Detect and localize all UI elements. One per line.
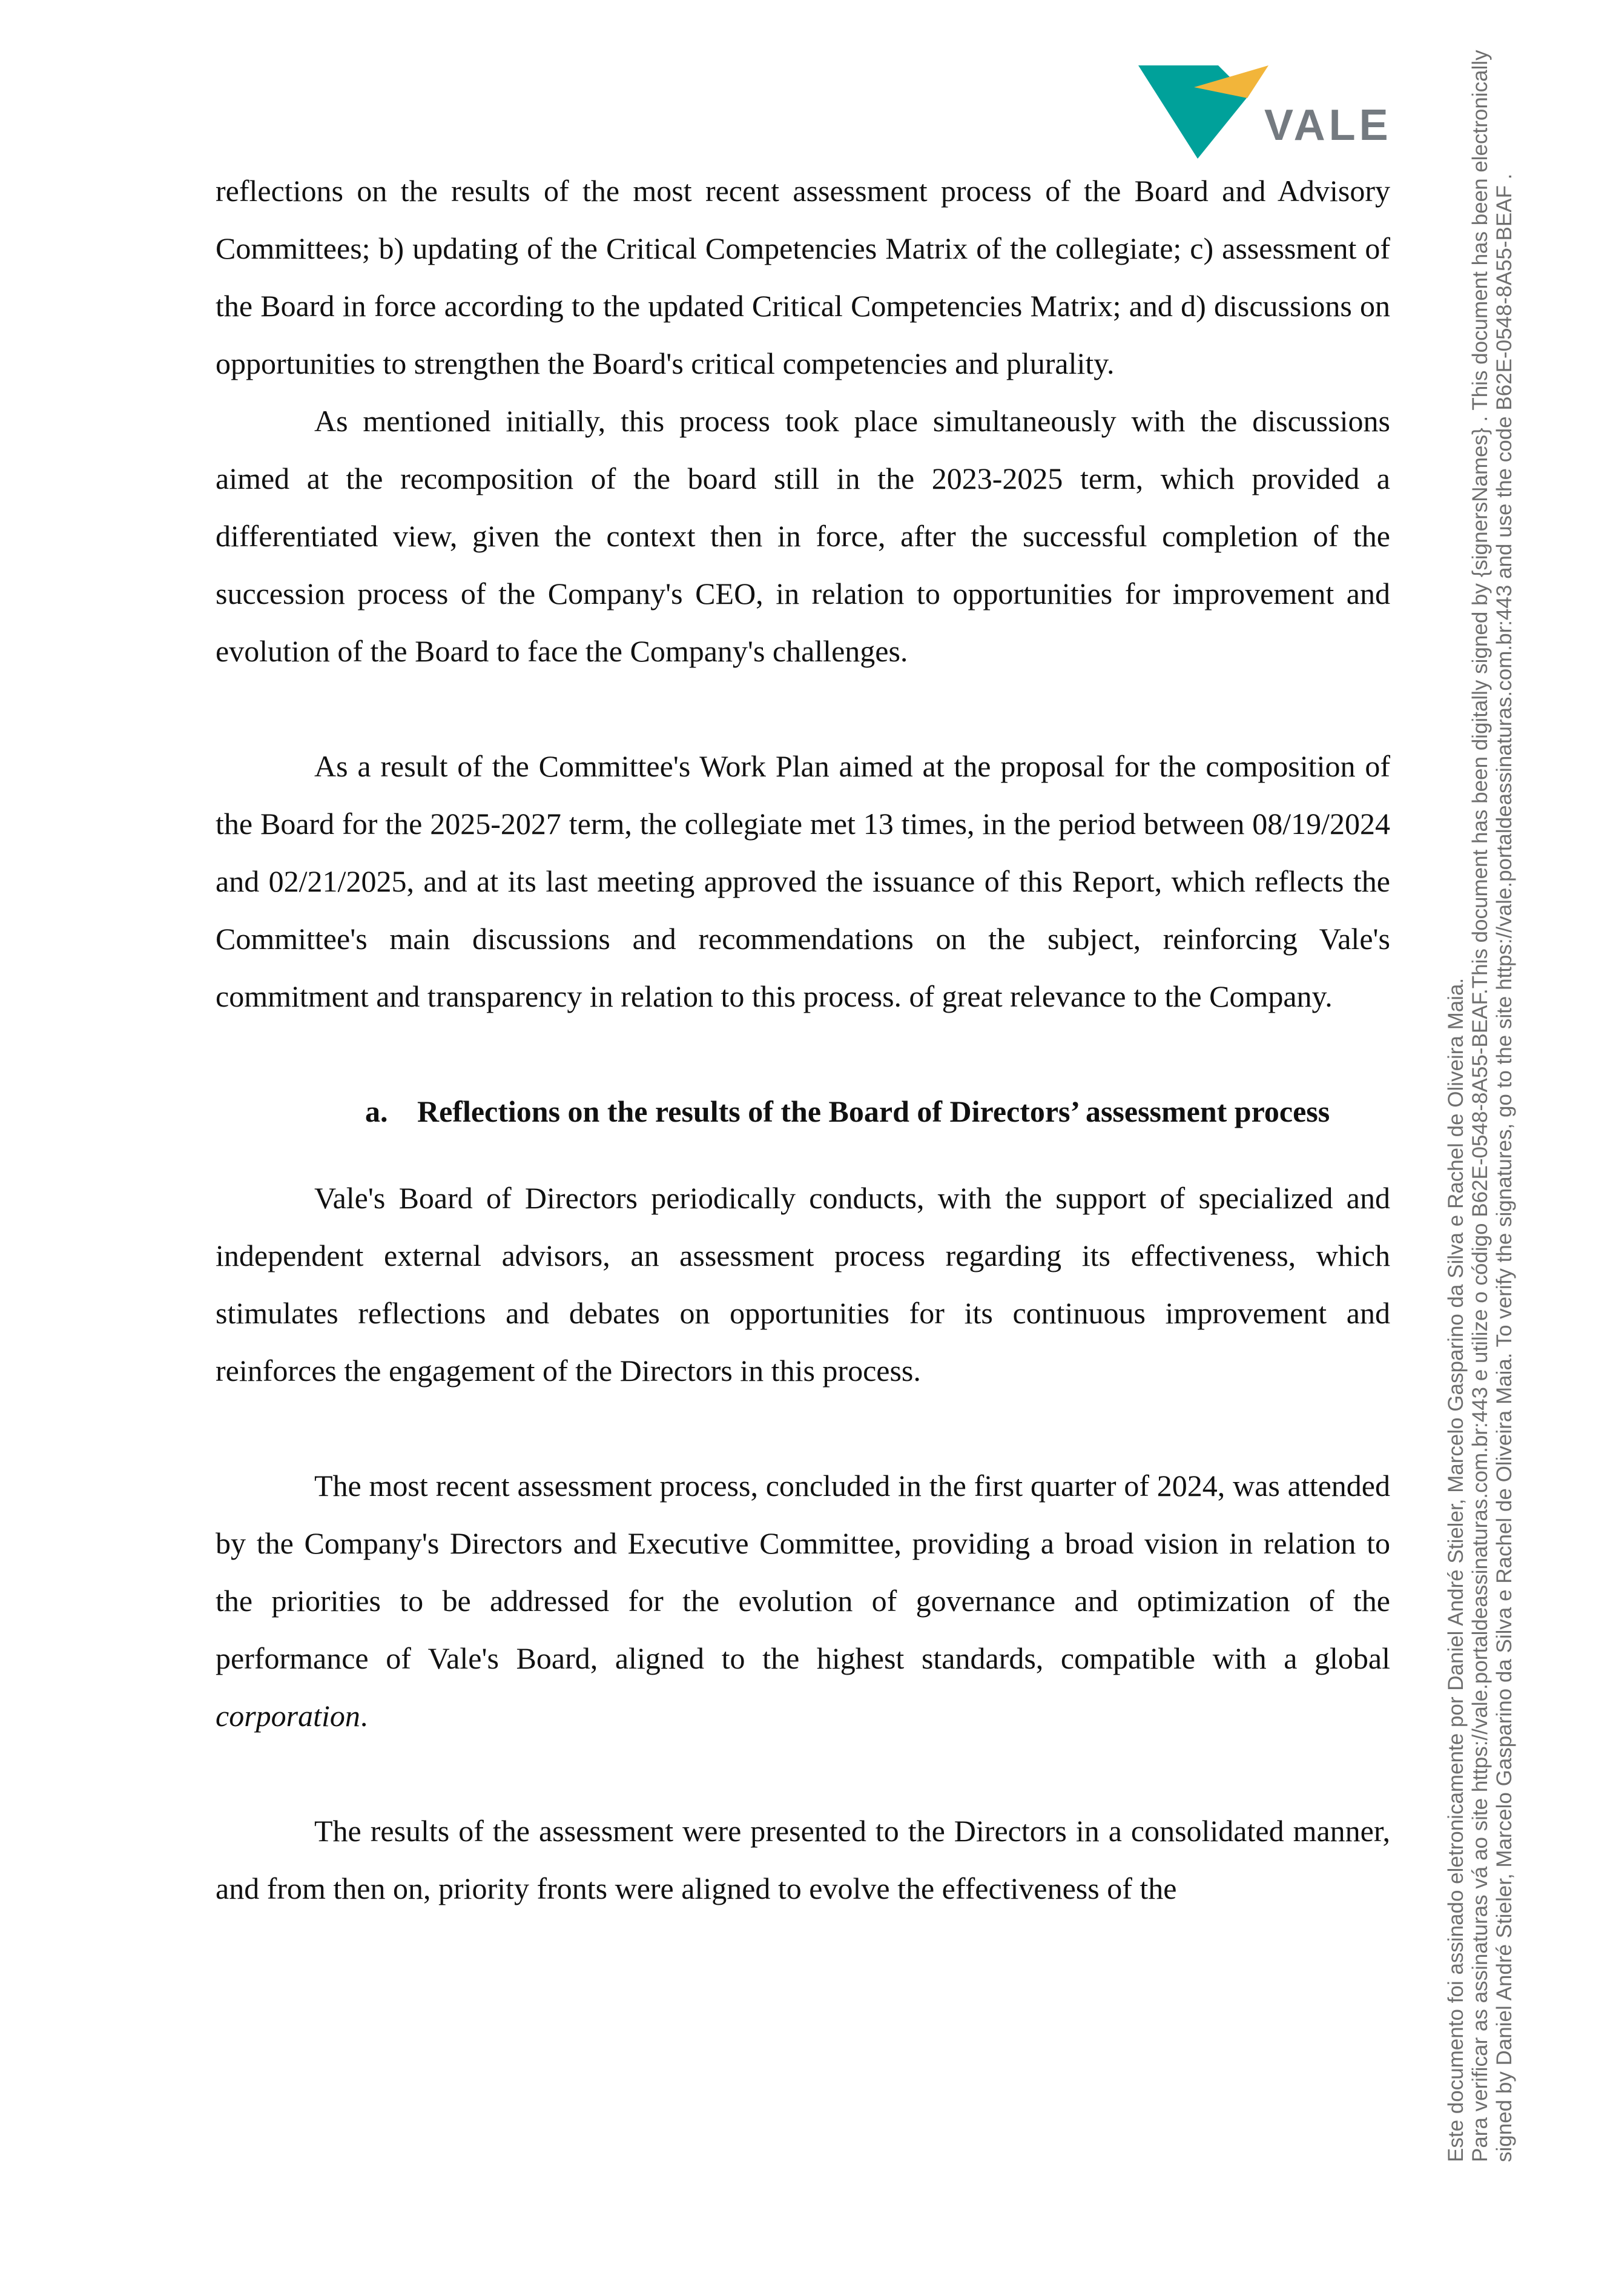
paragraph-board-assessment: Vale's Board of Directors periodically conducts, with the support of specialized and independent external advisors, an assessment process regarding its effectiveness, which stimulates reflections and debates on opportunities for its continuous improvement and reinforces the engagement of the Directors in this process. [216, 1181, 1390, 1388]
paragraph-process: As mentioned initially, this process took place simultaneously with the discussions aimed at the recomposition of the board still in the 2023-2025 term, which provided a differentiated view, given the context then in force, after the successful completion of the succession process of the Company's CEO, in relation to opportunities for improvement and evolution of the Board to face the Company's challenges. [216, 404, 1390, 668]
signature-stamp-verification: Para verificar as assinaturas vá ao site https://vale.portaldeassinaturas.com.br:443 e utilize o código B62E-0548-8A55-BEAF.This document has been digitally signed by {signersNames} . This document has been electronically signed by Daniel André Stieler, Marcelo Gasparino da Silva e Rachel de Oliveira Maia. To verify the signatures, go to the site https://vale.portaldeassinaturas.com.br:443 and use the code B62E-0548-8A55-BEAF . [1468, 50, 1516, 2162]
paragraph-recent-assessment [216, 1457, 1390, 1745]
italic-term: corporation [216, 1699, 360, 1733]
vale-logo [1138, 61, 1393, 167]
signature-stamp-line: Este documento foi assinado eletronicamente por Daniel André Stieler, Marcelo Gasparino da Silva e Rachel de Oliveira Maia. [1444, 978, 1468, 2162]
paragraph-intro: reflections on the results of the most recent assessment process of the Board and Advisory Committees; b) updating of the Critical Competencies Matrix of the collegiate; c) assessment of the Board in force according to the updated Critical Competencies Matrix; and d) discussions on opportunities to strengthen the Board's critical competencies and plurality. [216, 174, 1390, 380]
vale-logo-mark-icon [1138, 61, 1272, 167]
logo-wordmark: VALE [1264, 101, 1392, 150]
section-heading-a [216, 1083, 1390, 1140]
paragraph-recent-assessment-text: The most recent assessment process, concluded in the first quarter of 2024, was attended by the Company's Directors and Executive Committee, providing a broad vision in relation to the priorities to be addressed for the evolution of governance and optimization of the performance of Vale's Board, aligned to the highest standards, compatible with a global [216, 1469, 1390, 1675]
signature-stamp [1444, 42, 1517, 2162]
paragraph-results: The results of the assessment were presented to the Directors in a consolidated manner, and from then on, priority fronts were aligned to evolve the effectiveness of the [216, 1814, 1390, 1905]
document-body [216, 162, 1390, 1917]
sentence-end: . [360, 1699, 368, 1733]
section-number: a. [365, 1094, 388, 1128]
paragraph-work-plan: As a result of the Committee's Work Plan aimed at the proposal for the composition of the Board for the 2025-2027 term, the collegiate met 13 times, in the period between 08/19/2024 and 02/21/2025, and at its last meeting approved the issuance of this Report, which reflects the Committee's main discussions and recommendations on the subject, reinforcing Vale's commitment and transparency in relation to this process. of great relevance to the Company. [216, 749, 1390, 1013]
section-title: Reflections on the results of the Board of Directors’ assessment process [417, 1094, 1330, 1128]
